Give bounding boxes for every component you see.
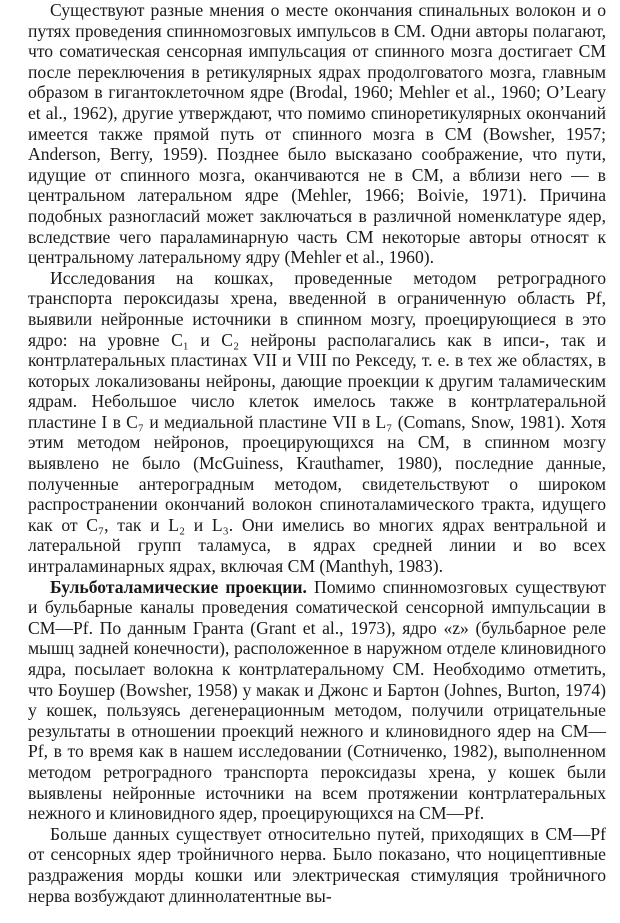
paragraph-3-text: Помимо спинномозговых существуют и бульбарные каналы проведения соматической сенсорной импульсации в СМ—Pf. По данным Гранта (Grant et al., 1973), ядро «z» (бульбарное реле мышц задней конечности), расположенное в наружном отделе клиновидного ядра, посылает волокна к контрлатеральному СМ. Необходимо отметить, что Боушер (Bowsher, 1958) у макак и Джонс и Бартон (Johnes, Burton, 1974) у кошек, пользуясь дегенерационным методом, получили отрицательные результаты в отношении проекций нежного и клиновидного ядер на СМ—Pf, в то время как в нашем исследовании (Сотниченко, 1982), выполненном методом ретроградного транспорта пероксидазы хрена, у кошек были выявлены нейронные источники на всем протяжении контрлатеральных нежного и клиновидного ядер, проецирующихся на СМ—Pf.: [28, 576, 606, 824]
paragraph-1-text: Существуют разные мнения о месте окончания спинальных волокон и о путях проведения спинномозговых импульсов в СМ. Одни авторы полагают, что соматическая сенсорная импульсация от спинного мозга достигает СМ после переключения в ретикулярных ядрах продолговатого мозга, главным образом в гигантоклеточном ядре (Brodal, 1960; Mehler et al., 1960; O’Leary et al., 1962), другие утверждают, что помимо спиноретикулярных окончаний имеется также прямой путь от спинного мозга в СМ (Bowsher, 1957; Anderson, Berry, 1959). Позднее было высказано соображение, что пути, идущие от спинного мозга, оканчиваются не в СМ, а вблизи него — в центральном латеральном ядре (Mehler, 1966; Boivie, 1971). Причина подобных разногласий может заключаться в различной номенклатуре ядер, вследствие чего параламинарную часть СМ некоторые авторы относят к центральному латеральному ядру (Mehler et al., 1960).: [28, 0, 606, 268]
paragraph-2: [28, 268, 606, 577]
paragraph-4-text: Больше данных существует относительно путей, приходящих в СМ—Pf от сенсорных ядер тройничного нерва. Было показано, что ноцицептивные раздражения морды кошки или электрическая стимуляция тройничного нерва возбуждают длиннолатентные вы-: [28, 823, 606, 906]
paragraph-4: [28, 824, 606, 906]
paragraph-2-text: Исследования на кошках, проведенные методом ретроградного транспорта пероксидазы хрена, введенной в ограниченную область Pf, выявили нейронные источники в спинном мозгу, проецирующиеся в это ядро: на уровне C₁ и C₂ нейроны располагались как в ипси-, так и контрлатеральных пластинах VII и VIII по Рекседу, т. е. в тех же областях, в которых локализованы нейроны, дающие проекции к другим таламическим ядрам. Небольшое число клеток имелось также в контрлатеральной пластине I в C₇ и медиальной пластине VII в L₇ (Comans, Snow, 1981). Хотя этим методом нейронов, проецирующихся на СМ, в спинном мозгу выявлено не было (McGuiness, Krauthamer, 1980), последние данные, полученные антероградным методом, свидетельствуют о широком распространении окончаний волокон спиноталамического тракта, идущего как от C₇, так и L₂ и L₃. Они имелись во многих ядрах вентральной и латеральной групп таламуса, в ядрах средней линии и во всех интраламинарных ядрах, включая СМ (Manthyh, 1983).: [28, 267, 606, 577]
section-heading: Бульботаламические проекции.: [50, 576, 307, 597]
paragraph-3: [28, 577, 606, 824]
paragraph-1: [28, 0, 606, 268]
